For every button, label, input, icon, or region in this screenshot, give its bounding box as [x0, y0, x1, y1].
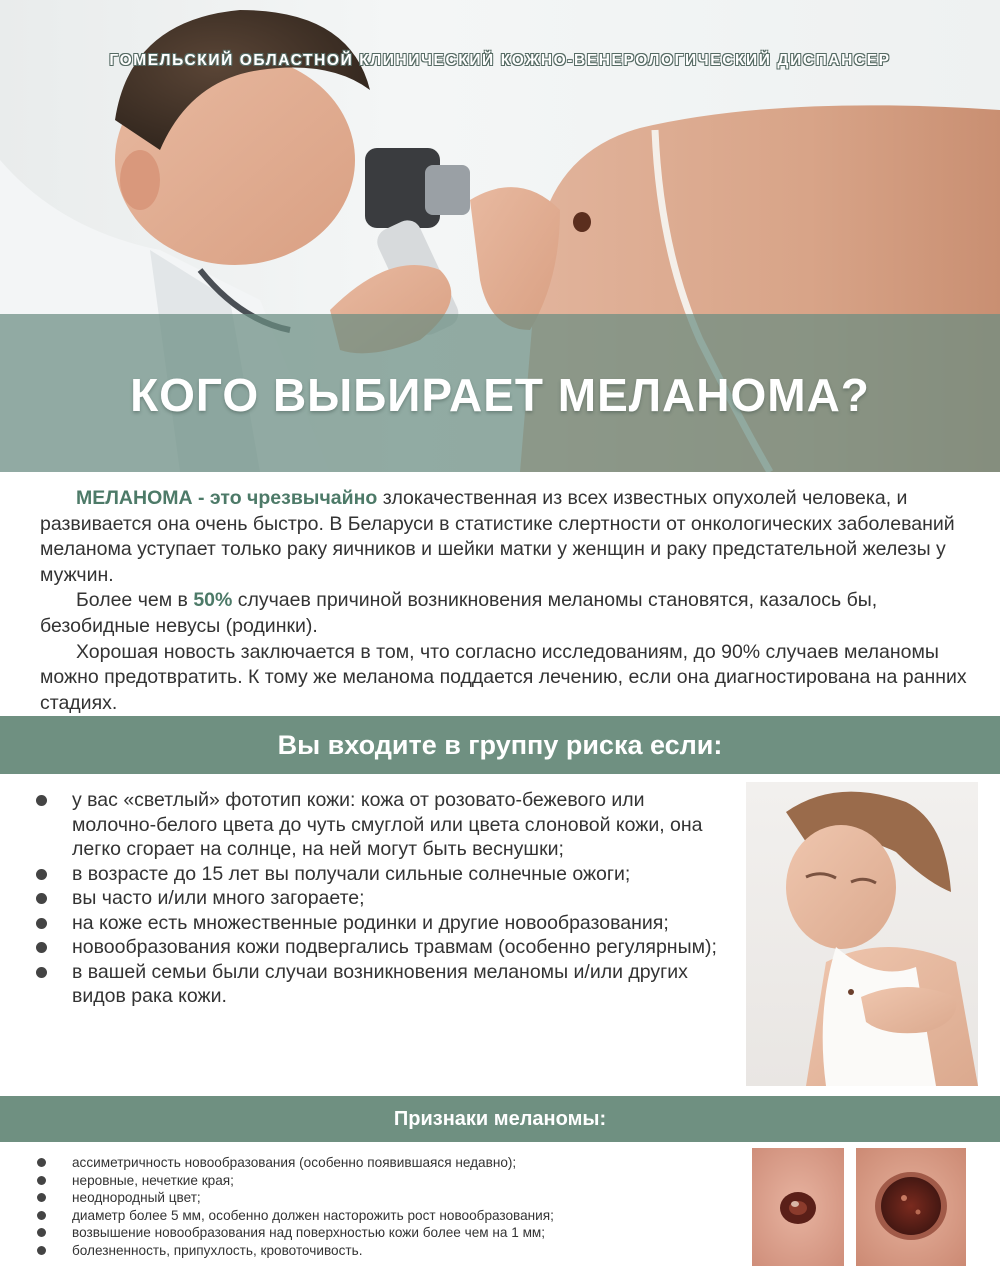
- bullet-icon: [36, 869, 47, 880]
- sign-item-text: возвышение новообразования над поверхностью кожи более чем на 1 мм;: [72, 1225, 546, 1241]
- bullet-icon: [36, 967, 47, 978]
- list-item: [32, 1154, 752, 1172]
- list-item: [32, 1224, 752, 1242]
- bullet-icon: [36, 795, 47, 806]
- percent-highlight: 50%: [193, 589, 233, 612]
- signs-heading: Признаки меланомы:: [0, 1096, 1000, 1142]
- risk-heading: Вы входите в группу риска если:: [0, 716, 1000, 774]
- intro-paragraph-2-text-b: случаев причиной возникновения меланомы становятся, казалось бы, безобидные невусы (родинки).: [40, 589, 878, 637]
- list-item: [32, 1207, 752, 1225]
- sign-item-text: неровные, нечеткие края;: [72, 1172, 234, 1188]
- list-item: [32, 862, 732, 887]
- risk-item-text: вы часто и/или много загораете;: [72, 887, 365, 909]
- sign-item-text: диаметр более 5 мм, особенно должен насторожить рост новообразования;: [72, 1207, 554, 1223]
- intro-paragraph-3: Хорошая новость заключается в том, что согласно исследованиям, до 90% случаев меланомы можно предотвратить. К тому же меланома поддается лечению, если она диагностирована на ранних стадиях.: [40, 640, 967, 714]
- organization-name: ГОМЕЛЬСКИЙ ОБЛАСТНОЙ КЛИНИЧЕСКИЙ КОЖНО-ВЕНЕРОЛОГИЧЕСКИЙ ДИСПАНСЕР: [109, 52, 891, 69]
- list-item: [32, 935, 732, 960]
- intro-paragraph-1-text: злокачественная из всех известных опухолей человека, и развивается она очень быстро. В Беларуси в статистике слертности от онкологических заболеваний меланома уступает только раку яичников и шейки матки у женщин и раку предстательной железы у мужчин.: [40, 487, 955, 586]
- bullet-icon: [37, 1193, 46, 1202]
- bullet-icon: [36, 893, 47, 904]
- bullet-icon: [37, 1211, 46, 1220]
- hero-banner: [0, 0, 1000, 472]
- bullet-icon: [37, 1246, 46, 1255]
- bullet-icon: [36, 942, 47, 953]
- risk-item-text: на коже есть множественные родинки и другие новообразования;: [72, 911, 669, 934]
- risk-item-text: в возрасте до 15 лет вы получали сильные солнечные ожоги;: [72, 862, 631, 885]
- mole-photo-large: [856, 1148, 966, 1266]
- list-item: [32, 886, 732, 911]
- list-item: [32, 1172, 752, 1190]
- risk-item-text: у вас «светлый» фототип кожи: кожа от розовато-бежевого или молочно-белого цвета до чуть смуглой или цвета слоновой кожи, она легко сгорает на солнце, на ней могут быть веснушки;: [72, 789, 703, 860]
- intro-paragraph-2-text-a: Более чем в: [76, 589, 194, 612]
- signs-list: [32, 1154, 752, 1260]
- intro-paragraph-1: [40, 486, 970, 588]
- risk-item-text: новообразования кожи подвергались травмам (особенно регулярным);: [72, 936, 717, 958]
- list-item: [32, 960, 732, 1009]
- risk-item-text: в вашей семьи были случаи возникновения меланомы и/или других видов рака кожи.: [72, 960, 688, 1007]
- intro-paragraph-2: [40, 588, 970, 639]
- bullet-icon: [36, 918, 47, 929]
- list-item: [32, 911, 732, 936]
- intro-highlight: МЕЛАНОМА - это чрезвычайно: [76, 487, 378, 509]
- list-item: [32, 1189, 752, 1207]
- intro-text: [40, 486, 970, 716]
- list-item: [32, 1242, 752, 1260]
- sign-item-text: болезненность, припухлость, кровоточивость.: [72, 1242, 363, 1258]
- bullet-icon: [37, 1176, 46, 1185]
- page-title: КОГО ВЫБИРАЕТ МЕЛАНОМА?: [130, 369, 870, 421]
- mole-photo-small: [752, 1148, 844, 1266]
- risk-list: [32, 788, 732, 1009]
- bullet-icon: [37, 1158, 46, 1167]
- woman-checking-shoulder-photo: [746, 782, 978, 1086]
- sign-item-text: неоднородный цвет;: [72, 1190, 201, 1206]
- list-item: [32, 788, 732, 862]
- bullet-icon: [37, 1228, 46, 1237]
- sign-item-text: ассиметричность новообразования (особенно появившаяся недавно);: [72, 1155, 517, 1170]
